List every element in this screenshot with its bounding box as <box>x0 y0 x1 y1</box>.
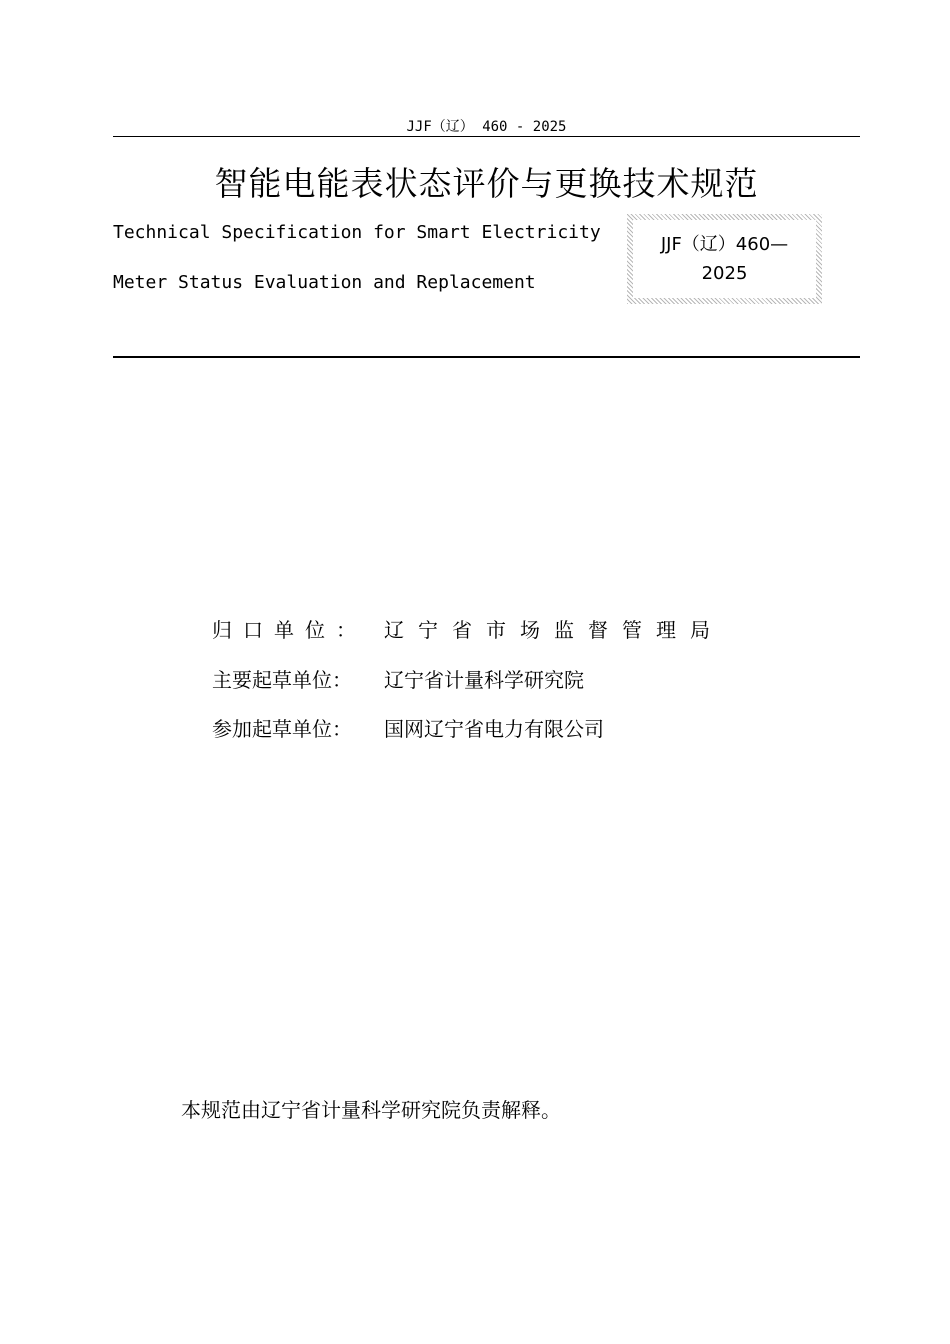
interpretation-note: 本规范由辽宁省计量科学研究院负责解释。 <box>181 1098 561 1122</box>
unit-row-responsible <box>212 614 724 643</box>
english-title-line-1: Technical Specification for Smart Electricity <box>113 222 601 243</box>
unit-value: 国网辽宁省电力有限公司 <box>384 717 604 741</box>
unit-row-main-drafter <box>212 664 584 693</box>
unit-value: 辽宁省市场监督管理局 <box>384 618 724 642</box>
header-rule <box>113 136 860 137</box>
standard-code-box <box>627 214 822 304</box>
unit-label: 归口单位： <box>212 618 367 642</box>
unit-value: 辽宁省计量科学研究院 <box>384 668 584 692</box>
english-title-line-2: Meter Status Evaluation and Replacement <box>113 272 536 293</box>
unit-label: 主要起草单位： <box>212 668 352 692</box>
chinese-title: 智能电能表状态评价与更换技术规范 <box>214 164 759 203</box>
running-header: JJF（辽） 460 - 2025 <box>406 119 567 135</box>
unit-row-participating-drafter <box>212 713 604 742</box>
unit-label: 参加起草单位： <box>212 717 352 741</box>
title-separator-rule <box>113 356 860 358</box>
standard-code-line-1: JJF（辽）460— <box>660 234 789 255</box>
standard-code-line-2: 2025 <box>701 263 748 284</box>
